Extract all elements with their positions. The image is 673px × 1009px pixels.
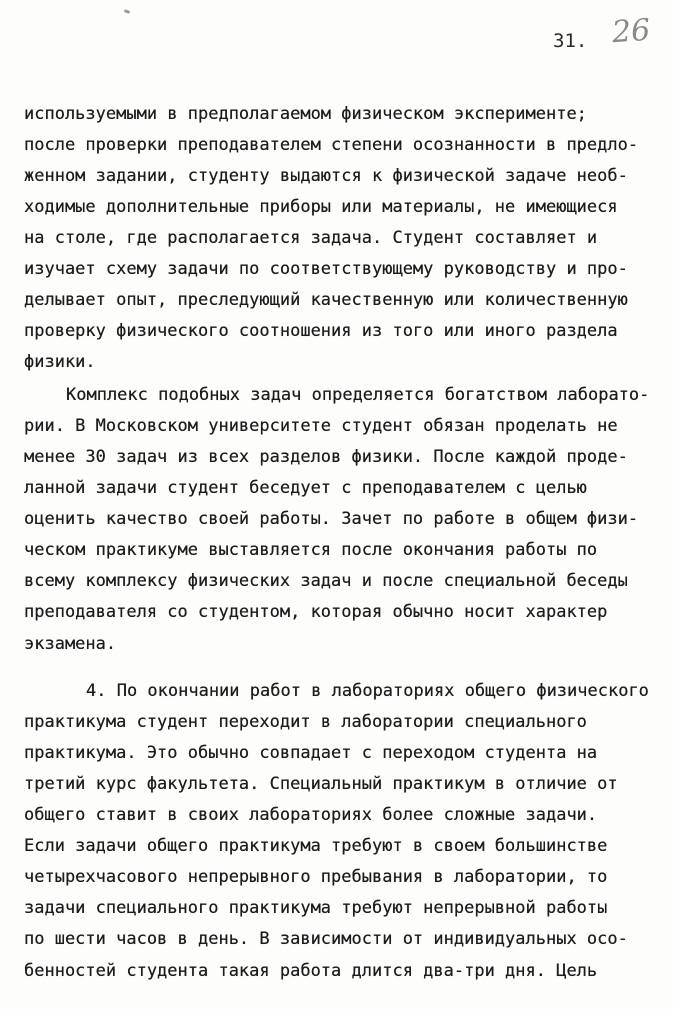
text-line: экзамена.	[24, 634, 117, 654]
text-line: на столе, где располагается задача. Студент составляет и	[24, 228, 598, 248]
text-line: ческом практикуме выставляется после окончания работы по	[24, 540, 598, 560]
text-line: проверку физического соотношения из того или иного раздела	[24, 321, 618, 341]
text-line: изучает схему задачи по соответствующему руководству и про-	[24, 259, 628, 279]
text-line: ланной задачи студент беседует с преподавателем с целью	[24, 478, 587, 498]
text-line: четырехчасового непрерывного пребывания в лаборатории, то	[24, 867, 608, 887]
text-line: после проверки преподавателем степени осознанности в предло-	[24, 135, 639, 155]
text-line: делывает опыт, преследующий качественную или количественную	[24, 290, 628, 310]
text-line: Если задачи общего практикума требуют в своем большинстве	[24, 836, 608, 856]
handwritten-page-number: 26	[610, 12, 652, 51]
page-number: 31.	[553, 30, 588, 52]
text-line: женном задании, студенту выдаются к физической задаче необ-	[24, 166, 628, 186]
text-line: бенностей студента такая работа длится два-три дня. Цель	[24, 961, 598, 981]
text-line: рии. В Московском университете студент обязан проделать не	[24, 416, 618, 436]
text-line: физики.	[24, 352, 96, 372]
text-line: общего ставит в своих лабораториях более сложные задачи.	[24, 805, 598, 825]
text-line: преподавателя со студентом, которая обычно носит характер	[24, 602, 608, 622]
text-line: всему комплексу физических задач и после специальной беседы	[24, 571, 628, 591]
text-line: менее 30 задач из всех разделов физики. После каждой проде-	[24, 447, 628, 467]
text-line: ходимые дополнительные приборы или материалы, не имеющиеся	[24, 197, 618, 217]
text-line: третий курс факультета. Специальный практикум в отличие от	[24, 774, 618, 794]
text-line: задачи специального практикума требуют непрерывной работы	[24, 898, 608, 918]
text-line: практикума. Это обычно совпадает с переходом студента на	[24, 743, 598, 763]
text-line: оценить качество своей работы. Зачет по работе в общем физи-	[24, 509, 639, 529]
text-line: 4. По окончании работ в лабораториях общего физического	[86, 681, 649, 701]
text-line: Комплекс подобных задач определяется богатством лаборато-	[66, 385, 650, 405]
text-line: по шести часов в день. В зависимости от индивидуальных осо-	[24, 929, 628, 949]
text-line: практикума студент переходит в лаборатории специального	[24, 712, 587, 732]
text-line: используемыми в предполагаемом физическом эксперименте;	[24, 104, 587, 124]
paper-speck	[124, 9, 131, 14]
